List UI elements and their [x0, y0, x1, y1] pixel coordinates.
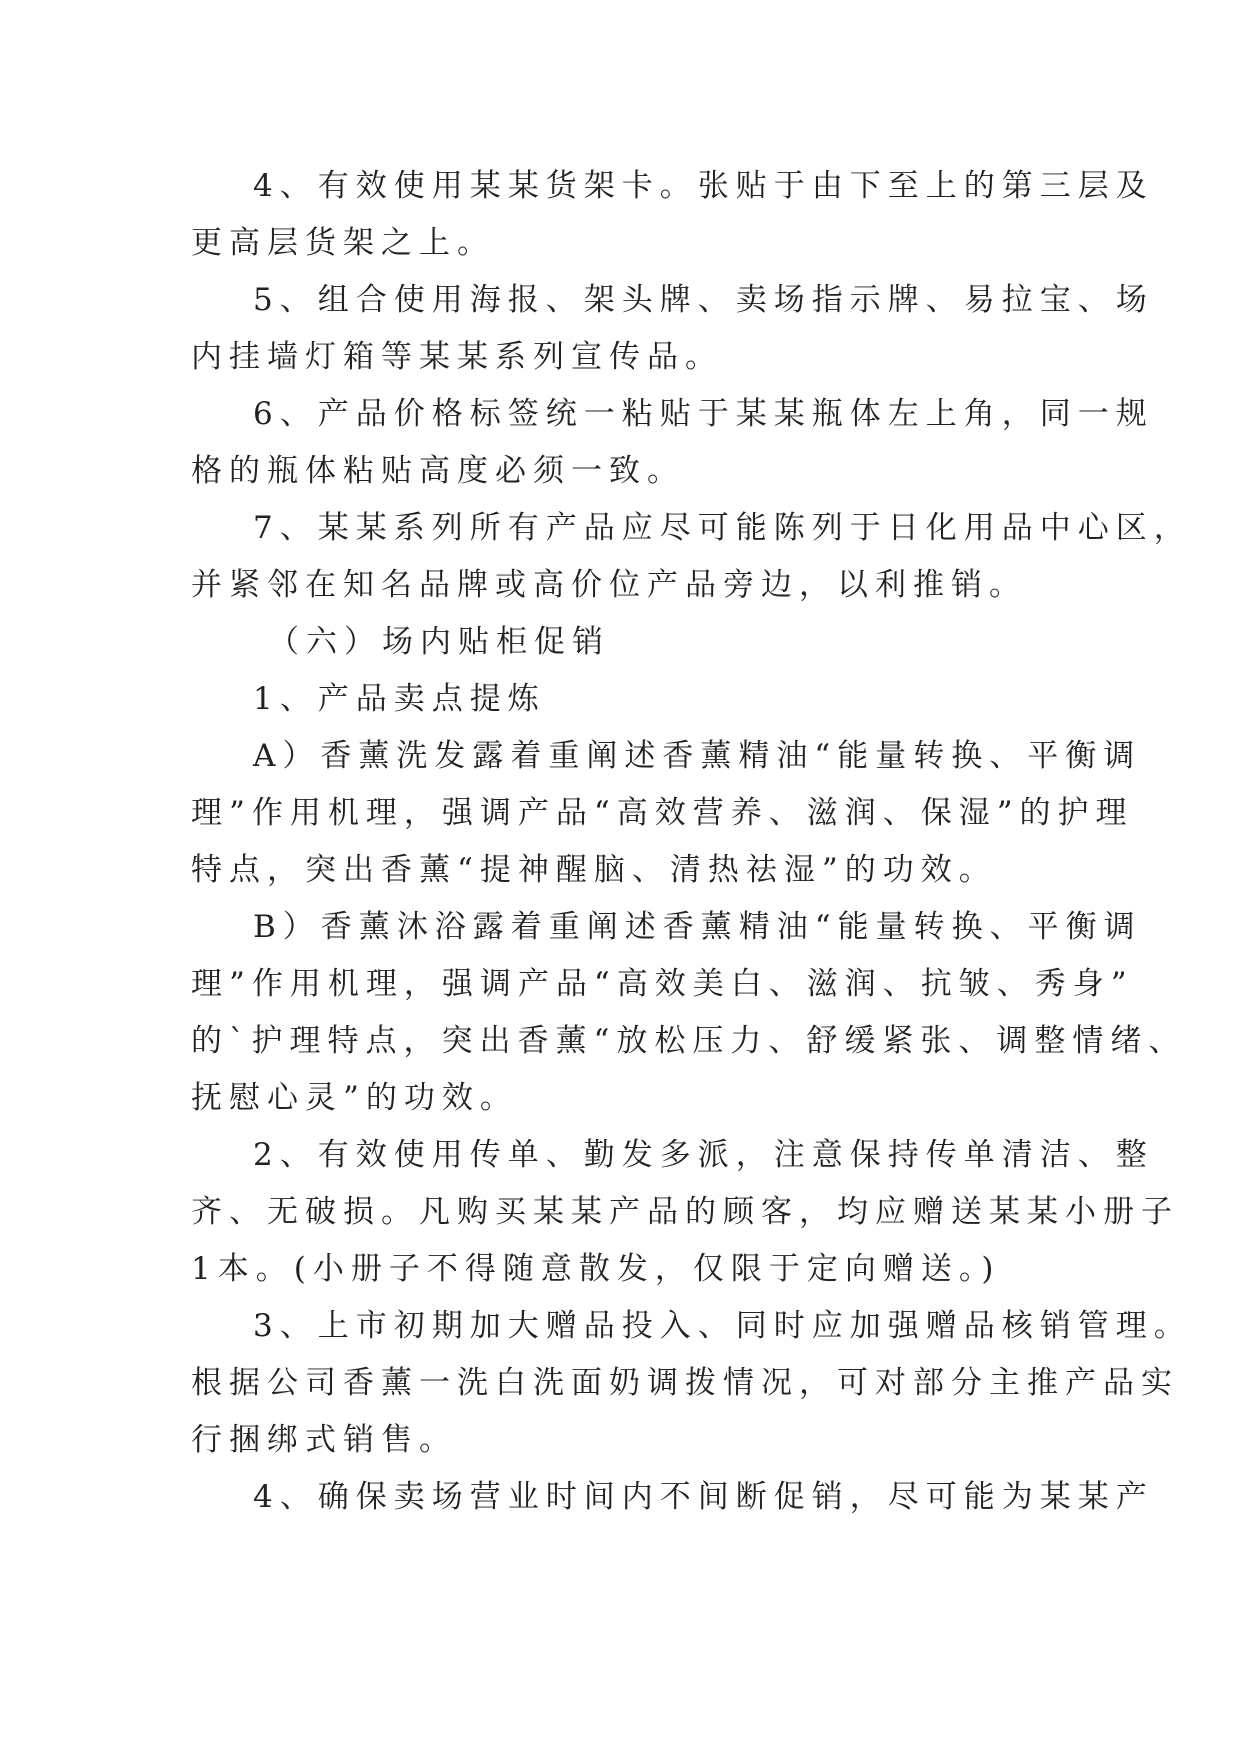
paragraph-a-line-1: A）香薰洗发露着重阐述香薰精油“能量转换、平衡调 [253, 738, 1142, 774]
paragraph-3-line-3: 行捆绑式销售。 [191, 1422, 457, 1458]
paragraph-7-line-1: 7、某某系列所有产品应尽可能陈列于日化用品中心区， [253, 510, 1192, 546]
paragraph-2-line-1: 2、有效使用传单、勤发多派，注意保持传单清洁、整 [253, 1137, 1154, 1173]
paragraph-4-line-2: 更高层货架之上。 [191, 225, 495, 261]
paragraph-b-line-1: B）香薰沐浴露着重阐述香薰精油“能量转换、平衡调 [253, 909, 1142, 945]
paragraph-7-line-2: 并紧邻在知名品牌或高价位产品旁边，以利推销。 [191, 567, 1027, 603]
paragraph-4b-line-1: 4、确保卖场营业时间内不间断促销，尽可能为某某产 [253, 1479, 1154, 1515]
paragraph-a-line-3: 特点，突出香薰“提神醒脑、清热祛湿”的功效。 [191, 852, 997, 888]
paragraph-3-line-2: 根据公司香薰一洗白洗面奶调拨情况，可对部分主推产品实 [191, 1365, 1179, 1401]
paragraph-a-line-2: 理”作用机理，强调产品“高效营养、滋润、保湿”的护理 [191, 795, 1134, 831]
paragraph-6-line-1: 6、产品价格标签统一粘贴于某某瓶体左上角，同一规 [253, 396, 1154, 432]
paragraph-2-line-3: 1本。(小册子不得随意散发，仅限于定向赠送。) [191, 1251, 1001, 1287]
paragraph-4-line-1: 4、有效使用某某货架卡。张贴于由下至上的第三层及 [253, 168, 1154, 204]
paragraph-2-line-2: 齐、无破损。凡购买某某产品的顾客，均应赠送某某小册子 [191, 1194, 1179, 1230]
paragraph-5-line-1: 5、组合使用海报、架头牌、卖场指示牌、易拉宝、场 [253, 282, 1154, 318]
paragraph-5-line-2: 内挂墙灯箱等某某系列宣传品。 [191, 339, 723, 375]
paragraph-6-line-2: 格的瓶体粘贴高度必须一致。 [191, 453, 685, 489]
paragraph-3-line-1: 3、上市初期加大赠品投入、同时应加强赠品核销管理。 [253, 1308, 1192, 1344]
paragraph-b-line-2: 理”作用机理，强调产品“高效美白、滋润、抗皱、秀身” [191, 966, 1134, 1002]
paragraph-b-line-4: 抚慰心灵”的功效。 [191, 1080, 518, 1116]
paragraph-b-line-3: 的`护理特点，突出香薰“放松压力、舒缓紧张、调整情绪、 [191, 1023, 1187, 1059]
subsection-heading: 1、产品卖点提炼 [253, 681, 546, 717]
section-heading: （六）场内贴柜促销 [268, 624, 610, 660]
